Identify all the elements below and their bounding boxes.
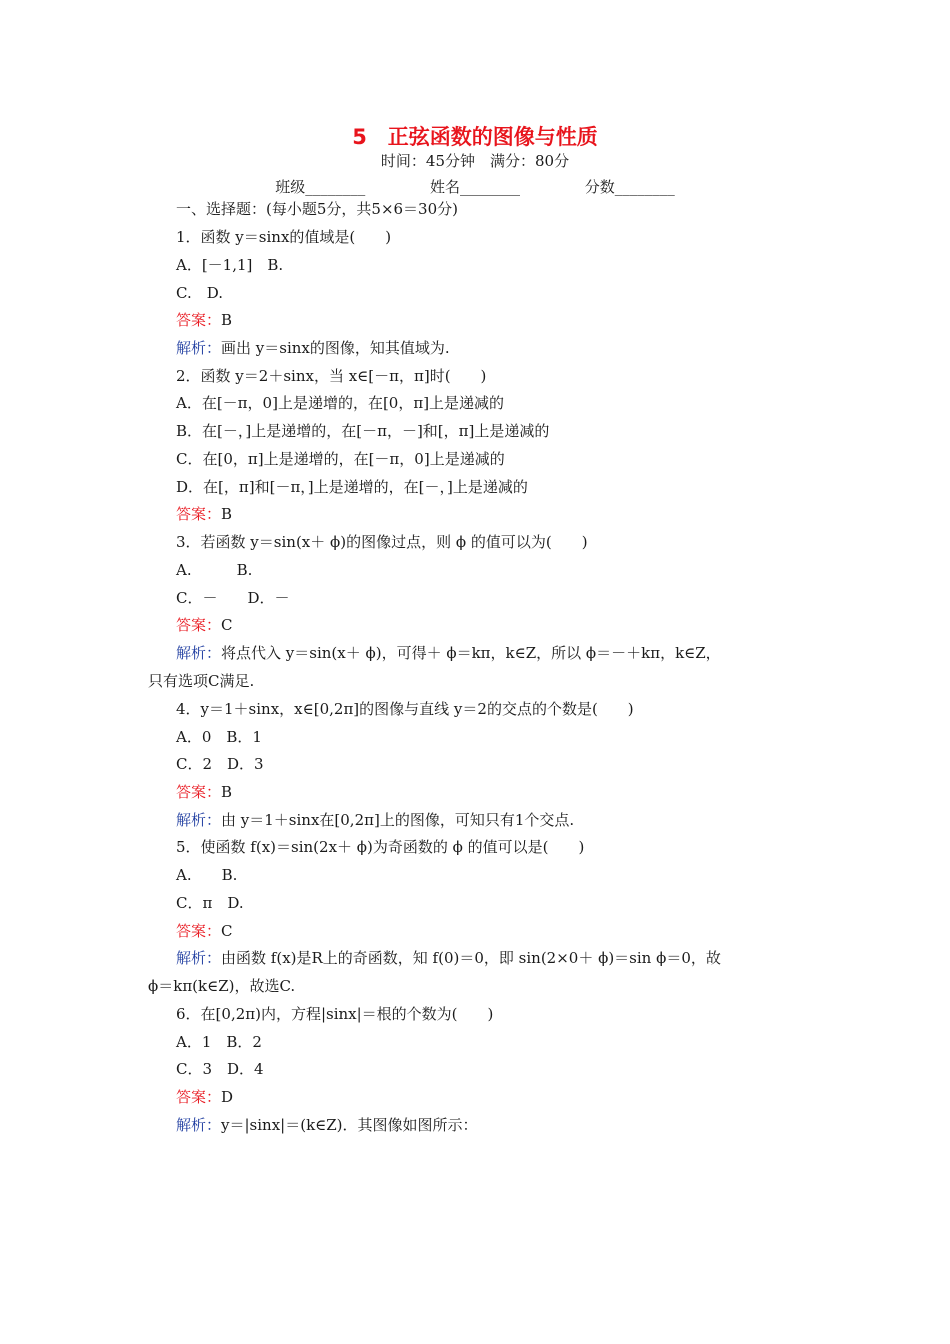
question-5-explanation-cont: ϕ＝kπ(k∈Z)，故选C.: [148, 977, 296, 995]
explanation-label: 解析：: [176, 644, 222, 662]
score-field: 分数________: [584, 178, 675, 196]
question-1-stem: 1．函数 y＝sinx的值域是( ): [176, 228, 392, 246]
question-2-option-c: C．在[0，π]上是递增的，在[－π，0]上是递减的: [176, 450, 505, 468]
answer-label: 答案：: [176, 1088, 222, 1106]
question-4-options-cd: C．2 D．3: [176, 755, 264, 773]
explanation-label: 解析：: [176, 1116, 222, 1134]
question-5-stem: 5．使函数 f(x)＝sin(2x＋ ϕ)为奇函数的 ϕ 的值可以是( ): [176, 838, 585, 856]
question-1-answer: [176, 310, 232, 330]
question-5-options-ab: A. B.: [176, 866, 238, 884]
explanation-label: 解析：: [176, 811, 222, 829]
question-3-options-cd: C．－ D．－: [176, 589, 290, 607]
question-6-answer: [176, 1087, 233, 1107]
question-1-explanation: [176, 338, 450, 358]
answer-value: C: [221, 616, 233, 634]
explanation-text: 画出 y＝sinx的图像，知其值域为.: [221, 339, 450, 357]
question-3-explanation: [176, 643, 721, 663]
class-field: 班级________: [275, 178, 366, 196]
name-field: 姓名________: [429, 178, 520, 196]
question-2-answer: [176, 504, 232, 524]
explanation-text: 由函数 f(x)是R上的奇函数，知 f(0)＝0，即 sin(2×0＋ ϕ)＝sin ϕ＝0，故: [221, 949, 721, 967]
answer-value: B: [221, 783, 233, 801]
answer-value: B: [221, 311, 233, 329]
answer-value: B: [221, 505, 233, 523]
question-5-answer: [176, 921, 233, 941]
question-2-option-b: B．在[－，]上是递增的，在[－π，－]和[，π]上是递减的: [176, 422, 550, 440]
question-1-options-ab: A．[－1,1] B.: [176, 256, 284, 274]
question-4-stem: 4．y＝1＋sinx，x∈[0,2π]的图像与直线 y＝2的交点的个数是( ): [176, 700, 634, 718]
answer-label: 答案：: [176, 311, 222, 329]
question-4-answer: [176, 782, 232, 802]
question-2-option-d: D．在[，π]和[－π，]上是递增的，在[－，]上是递减的: [176, 478, 528, 496]
question-4-explanation: [176, 810, 574, 830]
student-info-fields: [0, 177, 950, 197]
question-5-explanation: [176, 948, 721, 968]
answer-value: C: [221, 922, 233, 940]
answer-label: 答案：: [176, 505, 222, 523]
question-4-options-ab: A．0 B．1: [176, 728, 262, 746]
question-2-stem: 2．函数 y＝2＋sinx，当 x∈[－π，π]时( ): [176, 367, 487, 385]
question-5-options-cd: C．π D.: [176, 894, 244, 912]
answer-value: D: [221, 1088, 234, 1106]
question-6-options-cd: C．3 D．4: [176, 1060, 264, 1078]
question-3-stem: 3．若函数 y＝sin(x＋ ϕ)的图像过点，则 ϕ 的值可以为( ): [176, 533, 588, 551]
answer-label: 答案：: [176, 616, 222, 634]
explanation-text: 由 y＝1＋sinx在[0,2π]上的图像，可知只有1个交点.: [221, 811, 575, 829]
section-heading: 一、选择题：(每小题5分，共5×6＝30分): [176, 200, 458, 218]
explanation-text: y＝|sinx|＝(k∈Z)．其图像如图所示：: [221, 1116, 478, 1134]
question-2-option-a: A．在[－π，0]上是递增的，在[0，π]上是递减的: [176, 394, 505, 412]
time-score-info: 时间：45分钟 满分：80分: [380, 152, 570, 170]
answer-label: 答案：: [176, 922, 222, 940]
question-3-explanation-cont: 只有选项C满足.: [148, 672, 255, 690]
explanation-label: 解析：: [176, 949, 222, 967]
question-3-answer: [176, 615, 233, 635]
question-1-options-cd: C. D.: [176, 284, 223, 302]
page-title: 5 正弦函数的图像与性质: [352, 125, 598, 149]
explanation-label: 解析：: [176, 339, 222, 357]
explanation-text: 将点代入 y＝sin(x＋ ϕ)，可得＋ ϕ＝kπ，k∈Z，所以 ϕ＝－＋kπ，k∈Z，: [221, 644, 721, 662]
question-6-options-ab: A．1 B．2: [176, 1033, 262, 1051]
answer-label: 答案：: [176, 783, 222, 801]
question-3-options-ab: A. B.: [176, 561, 253, 579]
question-6-explanation: [176, 1115, 478, 1135]
question-6-stem: 6．在[0,2π)内，方程|sinx|＝根的个数为( ): [176, 1005, 494, 1023]
